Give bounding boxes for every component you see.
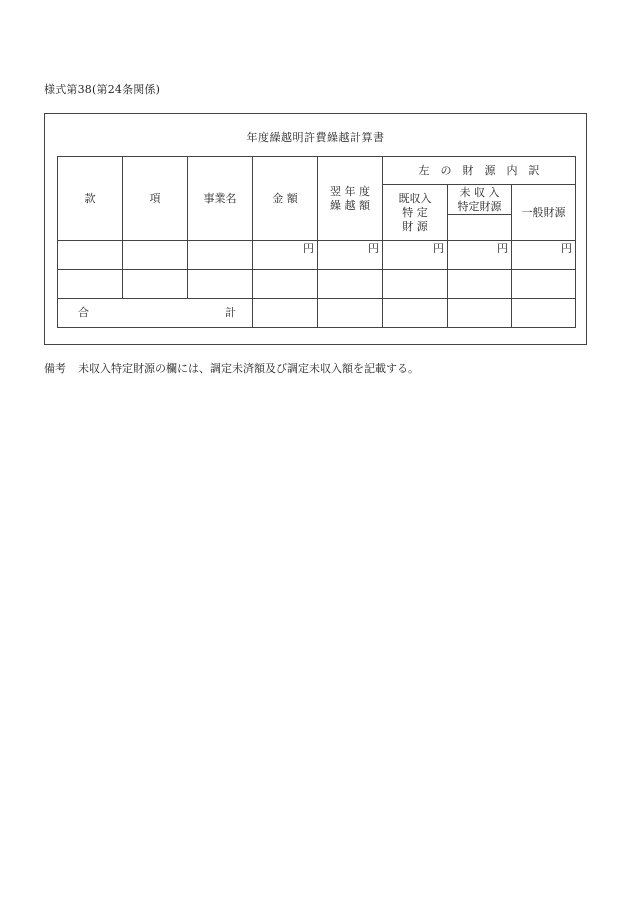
header-jigyou: 事業名 (188, 157, 253, 241)
header-kingaku: 金 額 (253, 157, 318, 241)
yen-unit: 円 (433, 242, 444, 255)
header-kishuunyuu-line1: 既収入 (398, 191, 432, 205)
cell-kan-2[interactable] (58, 270, 123, 299)
total-kingaku[interactable] (253, 299, 318, 328)
cell-ippan-1[interactable] (512, 241, 576, 270)
header-yokunendo (318, 157, 383, 241)
header-ippan: 一般財源 (512, 185, 576, 241)
header-mishuunyuu (448, 185, 512, 215)
yen-unit: 円 (561, 242, 572, 255)
form-frame (44, 113, 587, 345)
yen-unit: 円 (368, 242, 379, 255)
remarks (44, 360, 419, 376)
header-kou: 項 (123, 157, 188, 241)
cell-yokunendo-2[interactable] (318, 270, 383, 299)
cell-kan-1[interactable] (58, 241, 123, 270)
remarks-label: 備考 (44, 362, 66, 375)
form-number: 様式第38(第24条関係) (44, 83, 161, 96)
cell-yokunendo-1[interactable] (318, 241, 383, 270)
total-ippan[interactable] (512, 299, 576, 328)
total-label (58, 299, 253, 328)
cell-ippan-2[interactable] (512, 270, 576, 299)
cell-jigyou-1[interactable] (188, 241, 253, 270)
header-mishuunyuu-line2: 特定財源 (457, 199, 502, 213)
cell-kingaku-2[interactable] (253, 270, 318, 299)
cell-jigyou-2[interactable] (188, 270, 253, 299)
cell-mishuunyuu-1[interactable] (448, 241, 512, 270)
header-uchiwake: 左の財源内訳 (383, 157, 576, 185)
cell-kishuunyuu-2[interactable] (383, 270, 448, 299)
form-title: 年度繰越明許費繰越計算書 (246, 131, 385, 144)
header-kan: 款 (58, 157, 123, 241)
header-yokunendo-line1: 翌 年 度 (330, 184, 370, 198)
carryover-table (57, 156, 576, 328)
total-label-right: 計 (225, 306, 236, 319)
remarks-text: 未収入特定財源の欄には、調定未済額及び調定未収入額を記載する。 (78, 362, 419, 375)
yen-unit: 円 (303, 242, 314, 255)
cell-kingaku-1[interactable] (253, 241, 318, 270)
header-kishuunyuu (383, 185, 448, 241)
total-label-left: 合 (78, 306, 89, 319)
yen-unit: 円 (497, 242, 508, 255)
cell-mishuunyuu-2[interactable] (448, 270, 512, 299)
header-mishuunyuu-sub (448, 215, 512, 241)
cell-kishuunyuu-1[interactable] (383, 241, 448, 270)
cell-kou-2[interactable] (123, 270, 188, 299)
header-kishuunyuu-line2: 特 定 (402, 205, 428, 219)
total-yokunendo[interactable] (318, 299, 383, 328)
total-mishuunyuu[interactable] (448, 299, 512, 328)
header-kishuunyuu-line3: 財 源 (402, 219, 428, 233)
header-yokunendo-line2: 繰 越 額 (330, 198, 370, 212)
header-mishuunyuu-line1: 未 収 入 (459, 185, 500, 199)
cell-kou-1[interactable] (123, 241, 188, 270)
total-kishuunyuu[interactable] (383, 299, 448, 328)
